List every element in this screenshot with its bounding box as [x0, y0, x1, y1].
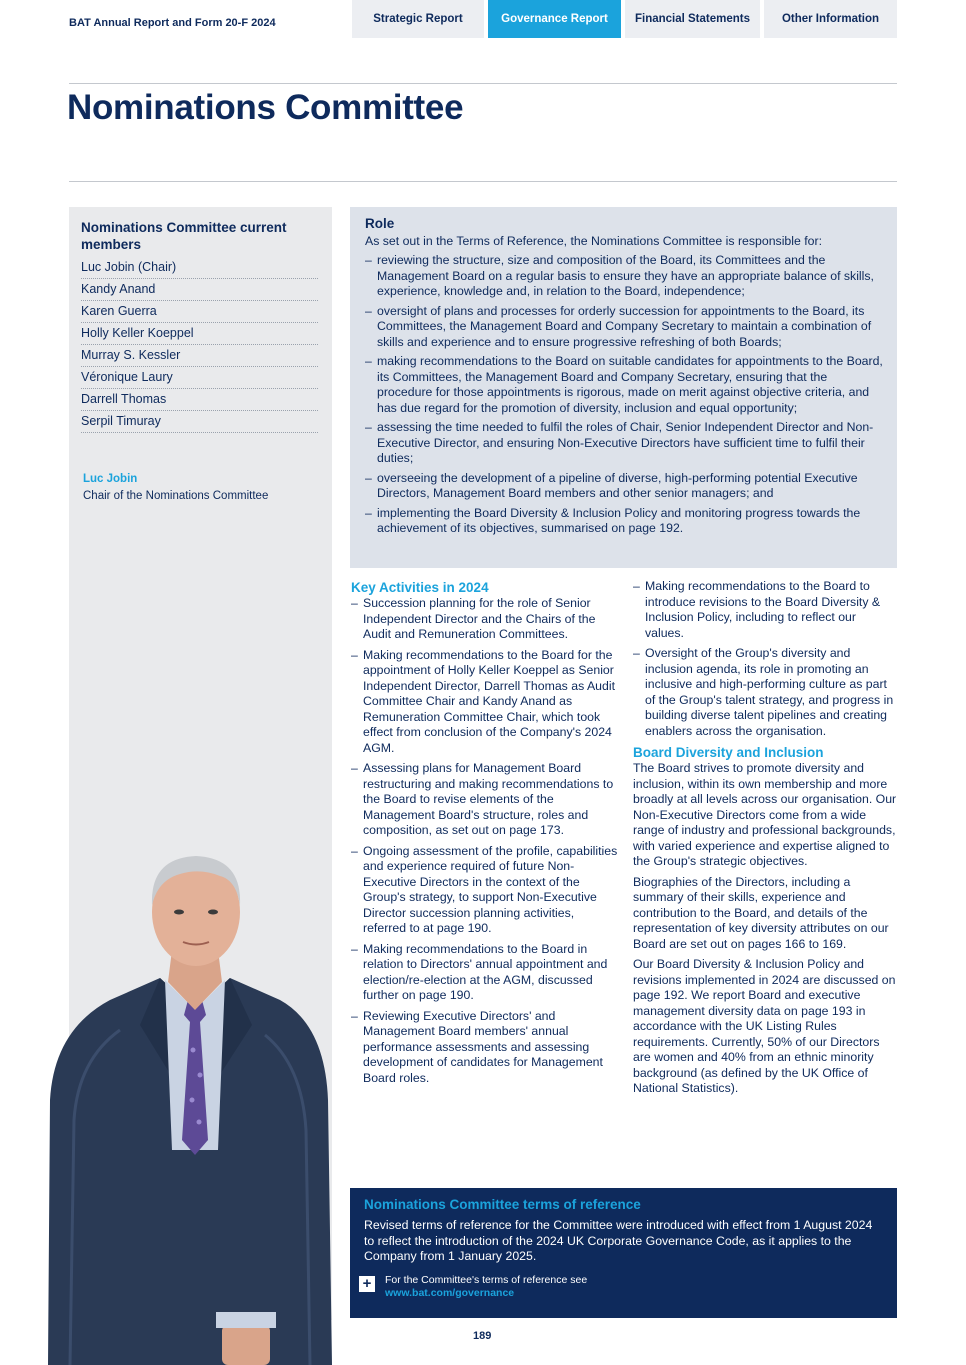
role-item: – implementing the Board Diversity & Inclusion Policy and monitoring progress towards the achievement of its objectives, summarised on page 192.	[365, 506, 883, 537]
terms-link-label: For the Committee's terms of reference see	[385, 1274, 588, 1286]
role-panel	[350, 207, 897, 568]
title-bottom-divider	[69, 181, 897, 182]
governance-link[interactable]: www.bat.com/governance	[385, 1287, 515, 1299]
member-item: Serpil Timuray	[81, 411, 318, 433]
member-item: Luc Jobin (Chair)	[81, 257, 318, 279]
key-activities-list-continued	[633, 579, 897, 739]
chair-role: Chair of the Nominations Committee	[83, 490, 269, 502]
activity-item: – Ongoing assessment of the profile, capabilities and experience required of future Non-Executive Directors in the context of the Group's strategy, to support Non-Executive Director succession planning activities, referred to at page 190.	[351, 844, 618, 937]
member-item: Kandy Anand	[81, 279, 318, 301]
chair-name: Luc Jobin	[83, 473, 138, 485]
role-item: – making recommendations to the Board on suitable candidates for appointments to the Board, its Committees, the Management Board and Company Secretary, ensuring that the procedure for those appointments is rigorous, made on merit against objective criteria, and has due regard for the promotion of diversity, inclusion and equal opportunity;	[365, 354, 883, 416]
tab-financial-statements[interactable]: Financial Statements	[625, 0, 760, 38]
tab-governance-report[interactable]: Governance Report	[488, 0, 621, 38]
tab-strategic-report[interactable]: Strategic Report	[352, 0, 484, 38]
terms-text: Revised terms of reference for the Committee were introduced with effect from 1 August 2024 to reflect the introduction of the 2024 UK Corporate Governance Code, as it applies to the Company from 1 January 2025.	[364, 1218, 873, 1263]
terms-link[interactable]	[359, 1274, 587, 1300]
activity-item: – Making recommendations to the Board to introduce revisions to the Board Diversity & Inclusion Policy, including to reflect our values.	[633, 579, 897, 641]
member-item: Véronique Laury	[81, 367, 318, 389]
members-list	[81, 257, 318, 433]
diversity-column	[633, 579, 897, 1102]
diversity-paragraph: Our Board Diversity & Inclusion Policy and revisions implemented in 2024 are discussed on page 192. We report Board and executive management diversity data on page 193 in accordance with the UK Listing Rules requirements. Currently, 50% of our Directors are women and 40% from an ethnic minority background (as defined by the UK Office of National Statistics).	[633, 957, 896, 1095]
page-title: Nominations Committee	[67, 88, 464, 127]
member-item: Karen Guerra	[81, 301, 318, 323]
activity-item: – Assessing plans for Management Board restructuring and making recommendations to the Board to revise elements of the Management Board's structure, roles and composition, as set out on page 173.	[351, 761, 618, 839]
key-activities-heading: Key Activities in 2024	[351, 580, 489, 595]
plus-icon: +	[359, 1276, 375, 1292]
tab-other-information[interactable]: Other Information	[764, 0, 897, 38]
report-title: BAT Annual Report and Form 20-F 2024	[69, 17, 276, 29]
member-item: Holly Keller Koeppel	[81, 323, 318, 345]
role-intro: As set out in the Terms of Reference, the Nominations Committee is responsible for:	[365, 234, 823, 248]
role-heading: Role	[365, 216, 395, 231]
terms-heading: Nominations Committee terms of reference	[364, 1197, 641, 1212]
page-number: 189	[473, 1330, 492, 1342]
terms-of-reference-panel	[350, 1188, 897, 1318]
activity-item: – Reviewing Executive Directors' and Management Board members' annual performance assessments and assessing development of candidates for Management Board roles.	[351, 1009, 618, 1087]
role-item: – oversight of plans and processes for orderly succession for appointments to the Board, its Committees, the Management Board and Company Secretary to maintain a combination of skills and experience and to ensure progressive refreshing of both Boards;	[365, 304, 883, 351]
key-activities-list	[351, 596, 618, 1086]
diversity-paragraph: Biographies of the Directors, including a summary of their skills, experience and contribution to the Board, and details of the representation of key diversity attributes on our Board are set out on pages 166 to 169.	[633, 874, 889, 951]
member-item: Murray S. Kessler	[81, 345, 318, 367]
key-activities-column	[351, 579, 618, 1091]
role-list	[365, 253, 883, 537]
activity-item: – Making recommendations to the Board for the appointment of Holly Keller Koeppel as Senior Independent Director, Darrell Thomas as Audit Committee Chair and Kandy Anand as Remuneration Committee Chair, which took effect from conclusion of the Company's 2024 AGM.	[351, 648, 618, 757]
role-item: – overseeing the development of a pipeline of diverse, high-performing potential Executive Directors, Management Board members and other senior managers; and	[365, 471, 883, 502]
activity-item: – Succession planning for the role of Senior Independent Director and the Chairs of the Audit and Remuneration Committees.	[351, 596, 618, 643]
members-heading: Nominations Committee current members	[81, 220, 287, 252]
title-top-divider	[69, 83, 897, 84]
member-item: Darrell Thomas	[81, 389, 318, 411]
activity-item: – Making recommendations to the Board in relation to Directors' annual appointment and election/re-election at the AGM, discussed further on page 190.	[351, 942, 618, 1004]
role-item: – assessing the time needed to fulfil the roles of Chair, Senior Independent Director and Non-Executive Director, and ensuring Non-Executive Directors have sufficient time to fulfil their duties;	[365, 420, 883, 467]
chair-portrait	[40, 850, 332, 1365]
diversity-paragraph: The Board strives to promote diversity and inclusion, within its own membership and more broadly at all levels across our organisation. Our Non-Executive Directors come from a wide range of industry and professional backgrounds, with varied experience and expertise aligned to the Group's strategic objectives.	[633, 761, 897, 868]
role-item: – reviewing the structure, size and composition of the Board, its Committees and the Management Board on a regular basis to ensure they have an appropriate balance of skills, experience, knowledge and, in relation to the Board, independence;	[365, 253, 883, 300]
activity-item: – Oversight of the Group's diversity and inclusion agenda, its role in promoting an inclusive and high-performing culture as part of the Group's talent strategy, and progress in building diverse talent pipelines and creating enablers across the organisation.	[633, 646, 897, 739]
diversity-heading: Board Diversity and Inclusion	[633, 745, 824, 760]
